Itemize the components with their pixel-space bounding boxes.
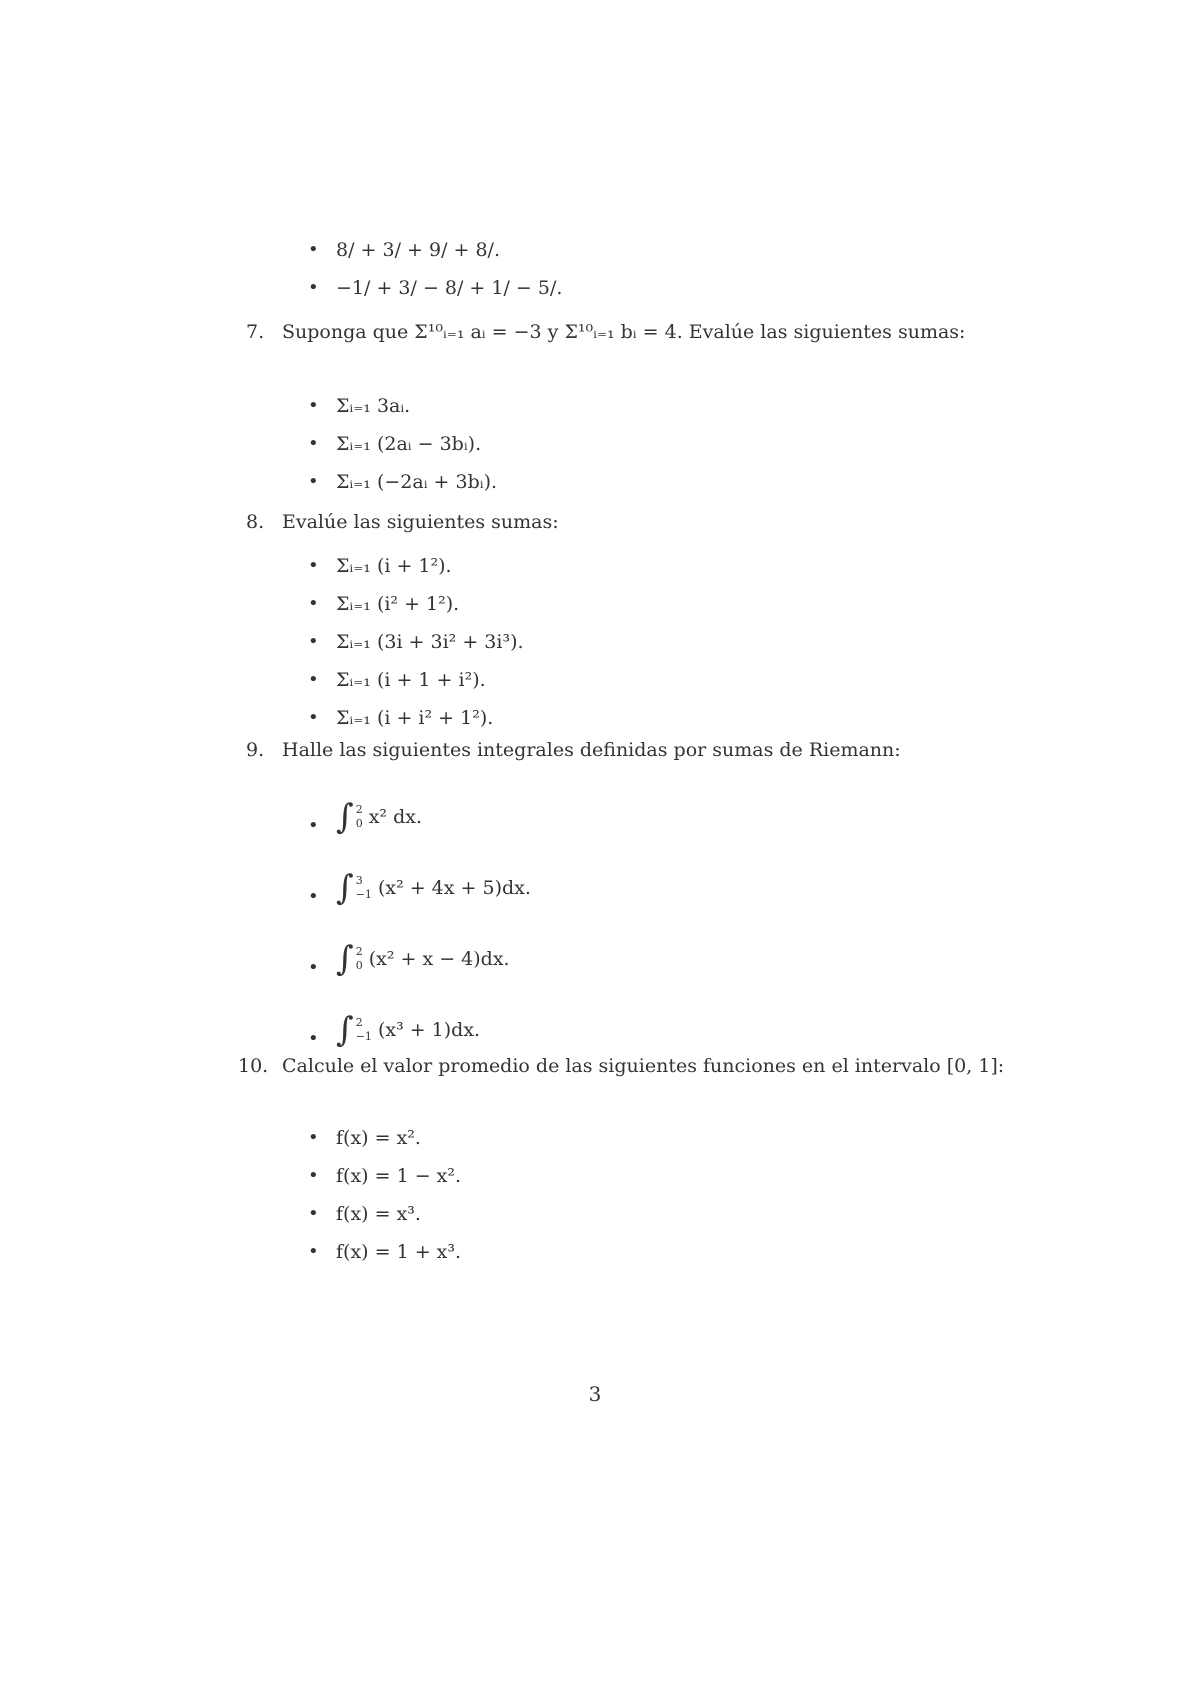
- integrand: x² dx.: [368, 806, 423, 828]
- list-item: • Σᵢ₌₁ (i + 1 + i²).: [308, 670, 524, 690]
- exercise-10: [238, 1052, 1008, 1080]
- exercise-7: [246, 318, 1016, 346]
- exercise-8-items: [308, 556, 524, 728]
- integrand: (x² + 4x + 5)dx.: [377, 877, 531, 899]
- exercise-number: 10.: [238, 1055, 269, 1077]
- integral-limits: [356, 945, 363, 973]
- list-item: • f(x) = x³.: [308, 1204, 461, 1224]
- list-item: [308, 796, 531, 837]
- list-item: • Σᵢ₌₁ 3aᵢ.: [308, 396, 497, 416]
- fraction-list: [308, 240, 562, 298]
- exercise-number: 7.: [246, 321, 265, 343]
- list-item: • Σᵢ₌₁ (i² + 1²).: [308, 594, 524, 614]
- integrand: (x³ + 1)dx.: [377, 1019, 481, 1041]
- definite-integral: [336, 1010, 480, 1050]
- list-item: • −1/ + 3/ − 8/ + 1/ − 5/.: [308, 278, 562, 298]
- integral-sign: • ∫: [336, 797, 354, 837]
- definite-integral: [336, 868, 531, 908]
- exercise-number: 8.: [246, 511, 265, 533]
- exercise-text: Halle las siguientes integrales definidas por sumas de Riemann:: [282, 739, 901, 761]
- upper-limit: 3: [355, 874, 363, 887]
- list-item: • Σᵢ₌₁ (i + i² + 1²).: [308, 708, 524, 728]
- list-item: [308, 867, 531, 908]
- lower-limit: −1: [355, 888, 372, 901]
- list-item: [308, 1009, 531, 1050]
- list-item: • f(x) = 1 − x².: [308, 1166, 461, 1186]
- list-item: • Σᵢ₌₁ (i + 1²).: [308, 556, 524, 576]
- upper-limit: 2: [355, 1016, 363, 1029]
- list-item: • Σᵢ₌₁ (−2aᵢ + 3bᵢ).: [308, 472, 497, 492]
- exercise-text: Suponga que Σ¹⁰ᵢ₌₁ aᵢ = −3 y Σ¹⁰ᵢ₌₁ bᵢ = 4. Evalúe las siguientes sumas:: [282, 321, 966, 343]
- lower-limit: −1: [355, 1030, 372, 1043]
- list-item: [308, 938, 531, 979]
- exercise-10-items: [308, 1128, 461, 1262]
- integral-sign: • ∫: [336, 868, 354, 908]
- upper-limit: 2: [355, 945, 363, 958]
- list-item: • Σᵢ₌₁ (3i + 3i² + 3i³).: [308, 632, 524, 652]
- integral-sign: • ∫: [336, 1010, 354, 1050]
- integrand: (x² + x − 4)dx.: [368, 948, 510, 970]
- exercise-8: [246, 508, 1016, 536]
- definite-integral: [336, 939, 510, 979]
- integral-limits: [356, 803, 363, 831]
- definite-integral: [336, 797, 422, 837]
- exercise-7-items: [308, 396, 497, 492]
- list-item: • 8/ + 3/ + 9/ + 8/.: [308, 240, 562, 260]
- exercise-text: Calcule el valor promedio de las siguientes funciones en el intervalo [0, 1]:: [282, 1055, 1005, 1077]
- list-item: • Σᵢ₌₁ (2aᵢ − 3bᵢ).: [308, 434, 497, 454]
- exercise-9: [246, 736, 1016, 764]
- exercise-9-items: [308, 796, 531, 1050]
- integral-limits: [356, 1016, 372, 1044]
- integral-sign: • ∫: [336, 939, 354, 979]
- integral-limits: [356, 874, 372, 902]
- lower-limit: 0: [355, 817, 363, 830]
- list-item: • f(x) = x².: [308, 1128, 461, 1148]
- exercise-number: 9.: [246, 739, 265, 761]
- lower-limit: 0: [355, 959, 363, 972]
- exercise-text: Evalúe las siguientes sumas:: [282, 511, 559, 533]
- page-number: 3: [588, 1382, 602, 1406]
- list-item: • f(x) = 1 + x³.: [308, 1242, 461, 1262]
- upper-limit: 2: [355, 803, 363, 816]
